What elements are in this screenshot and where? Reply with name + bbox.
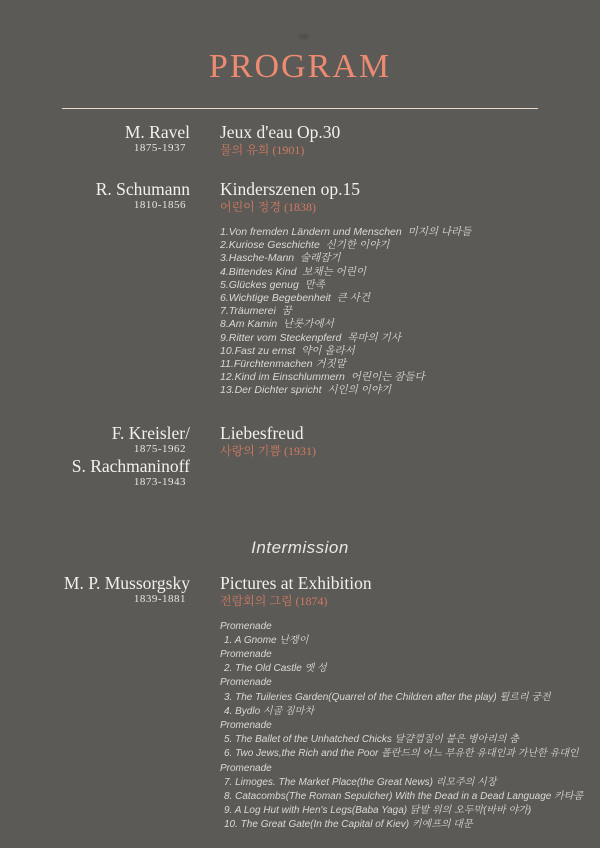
movement-line: 4.Bittendes Kind 보채는 어린이 [220,265,367,278]
movement-line: 3. The Tuileries Garden(Quarrel of the Children after the play) 튈르리 궁전 [224,691,551,703]
composer [0,180,190,213]
composer-name: F. Kreisler/ [111,422,190,443]
movement-line: Promenade [220,620,272,632]
intermission-label: Intermission [251,537,349,557]
header-divider [62,108,538,109]
composer [0,424,190,457]
composer [0,457,190,490]
movement-line: 4. Bydlo 시골 짐마차 [224,705,314,717]
movement-line: 13.Der Dichter spricht 시인의 이야기 [220,384,392,397]
movement-list [220,620,600,833]
program-entry [0,180,600,398]
movement-line: 8.Am Kamin 난롯가에서 [220,318,334,331]
piece-title: Jeux d'eau Op.30 [220,122,341,142]
composer-name: M. Ravel [124,122,190,142]
composer-column [0,424,190,490]
program-list [0,123,600,833]
piece-title: Pictures at Exhibition [220,572,372,593]
movement-line: Promenade [220,720,272,732]
piece-column [220,424,600,459]
piece-subtitle-korean: 사랑의 기쁨 (1931) [220,443,316,458]
piece-column [220,180,600,398]
piece-title: Kinderszenen op.15 [220,179,360,199]
smudge-mark [299,34,308,39]
movement-line: 11.Fürchtenmachen 거짓말 [220,358,346,371]
composer-column [0,180,190,213]
movement-line: 6.Wichtige Begebenheit 큰 사건 [220,292,370,305]
movement-line: Promenade [220,762,272,774]
movement-line: Promenade [220,677,272,689]
movement-line: 2.Kuriose Geschichte 신기한 이야기 [220,239,390,252]
program-entry [0,123,600,158]
movement-line: 3.Hasche-Mann 술래잡기 [220,252,341,265]
movement-line: 7. Limoges. The Market Place(the Great News) 리모주의 시장 [224,776,497,788]
movement-line: Promenade [220,649,272,661]
composer-name: R. Schumann [95,179,190,199]
composer [0,574,190,607]
program-entry [0,574,600,833]
page-title: PROGRAM [208,48,392,85]
composer-column [0,123,190,156]
movement-line: 8. Catacombs(The Roman Sepulcher) With the Dead in a Dead Language 카타콤 [224,791,584,803]
composer-name: M. P. Mussorgsky [63,572,190,593]
piece-subtitle-korean: 전람회의 그림 (1874) [220,593,328,608]
movement-line: 1.Von fremden Ländern und Menschen 미지의 나라들 [220,226,472,238]
composer-column [0,574,190,607]
movement-line: 9. A Log Hut with Hen's Legs(Baba Yaga) 닭발 위의 오두막(바바 야가) [224,805,532,817]
movement-line: 2. The Old Castle 옛 성 [224,663,327,675]
movement-line: 6. Two Jews,the Rich and the Poor 폴란드의 어느 부유한 유대인과 가난한 유대인 [224,748,579,760]
composer-dates: 1875-1937 [133,142,186,154]
movement-line: 9.Ritter vom Steckenpferd 목마의 기사 [220,331,401,344]
program-entry [0,424,600,490]
composer-name: S. Rachmaninoff [71,455,190,476]
piece-title: Liebesfreud [220,422,304,443]
piece-subtitle-korean: 어린이 정경 (1838) [220,200,316,214]
piece-column [220,123,600,158]
movement-line: 10. The Great Gate(In the Capital of Kiev) 키예프의 대문 [224,819,473,831]
composer-dates: 1875-1962 [133,442,186,455]
piece-column [220,574,600,833]
movement-line: 12.Kind im Einschlummern 어린이는 잠들다 [220,371,425,384]
movement-line: 5.Glückes genug 만족 [220,278,325,291]
piece-subtitle-korean: 물의 유희 (1901) [220,143,305,157]
movement-line: 10.Fast zu ernst 약이 올라서 [220,344,355,357]
movement-line: 5. The Ballet of the Unhatched Chicks 달걀껍질이 붙은 병아리의 춤 [224,734,519,746]
composer-dates: 1873-1943 [133,475,186,488]
composer-dates: 1810-1856 [133,199,186,211]
composer [0,123,190,156]
composer-dates: 1839-1881 [133,592,186,605]
movement-list [220,226,600,398]
movement-line: 1. A Gnome 난쟁이 [224,634,309,646]
movement-line: 7.Träumerei 꿈 [220,305,292,318]
